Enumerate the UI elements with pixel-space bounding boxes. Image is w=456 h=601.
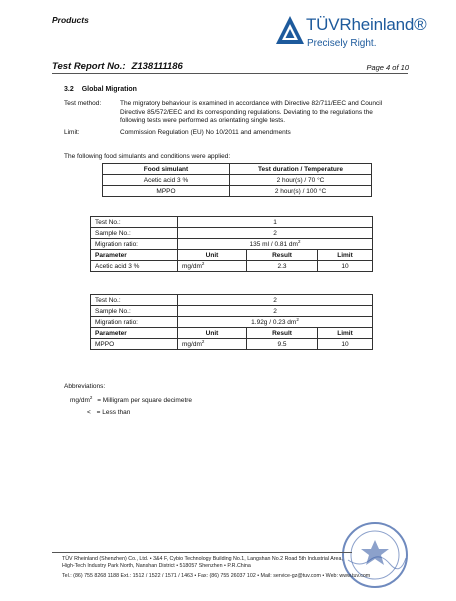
table-cell: $mg/dm^2$ [178,339,247,350]
report-number-line [52,61,183,72]
abbreviation-item: < = Less than [87,409,131,416]
test-method-text: The migratory behaviour is examined in accordance with Directive 82/711/EEC and Council Directive 85/572/EEC and its corresponding regulations. Deviating to the regulations the following tests were performed as orientating single tests. [120,100,383,124]
table-row [103,186,372,197]
sample-no-label: Sample No.: [91,306,178,317]
test-no-value: 1 [178,217,373,228]
table-header: Limit [318,250,373,261]
section-number: 3.2 [64,86,74,93]
table-cell: 10 [318,339,373,350]
migration-ratio-label: Migration ratio: [91,239,178,250]
table-cell: 9.5 [247,339,318,350]
header-products: Products [52,15,89,25]
table-row [91,306,373,317]
migration-ratio-value: 135 ml / 0.81 $dm^2$ [178,239,373,250]
limit-label: Limit: [64,129,80,136]
tuv-logo [276,12,426,60]
results-table-1 [90,216,373,272]
sample-no-value: 2 [178,306,373,317]
table-header: Parameter [91,250,178,261]
table-cell: 2 hour(s) / 100 °C [230,186,372,197]
table-cell: Acetic acid 3 % [103,175,230,186]
table-cell: Acetic acid 3 % [91,261,178,272]
table-cell: MPPO [91,339,178,350]
footer-rule [52,552,352,553]
table-row [91,339,373,350]
limit-text: Commission Regulation (EU) No 10/2011 and amendments [120,129,291,136]
table-row [91,217,373,228]
test-method-label: Test method: [64,100,102,107]
footer-address-2: High-Tech Industry Park North, Nanshan District • 518057 Shenzhen • P.R.China [62,563,251,569]
results-table-2 [90,294,373,350]
table-header: Food simulant [103,164,230,175]
sample-no-label: Sample No.: [91,228,178,239]
table-row [91,317,373,328]
table-header: Result [247,328,318,339]
table-cell: $mg/dm^2$ [178,261,247,272]
abbreviations-title: Abbreviations: [64,383,106,390]
table-cell: 10 [318,261,373,272]
test-no-value: 2 [178,295,373,306]
conditions-intro: The following food simulants and conditions were applied: [64,153,231,160]
table-row [103,175,372,186]
report-label: Test Report No.: [52,61,126,72]
table-header-row [91,250,373,261]
table-header: Parameter [91,328,178,339]
table-row [91,239,373,250]
table-header: Test duration / Temperature [230,164,372,175]
logo-name: TÜVRheinland® [306,15,427,34]
migration-ratio-label: Migration ratio: [91,317,178,328]
table-header: Result [247,250,318,261]
header-rule [52,73,408,74]
table-row [91,228,373,239]
sample-no-value: 2 [178,228,373,239]
table-header-row [91,328,373,339]
tuv-triangle-icon [276,15,306,47]
footer-contact: Tel.: (86) 755 8268 1188 Ext.: 1512 / 1522 / 1571 / 1463 • Fax: (86) 755 26037 102 • Mail: service-gz@tuv.com • Web: www.tuv.com [62,573,371,579]
table-header: Unit [178,250,247,261]
table-cell: 2.3 [247,261,318,272]
migration-ratio-value: 1.92g / 0.23 $dm^2$ [178,317,373,328]
test-no-label: Test No.: [91,295,178,306]
table-cell: 2 hour(s) / 70 °C [230,175,372,186]
table-header-row [103,164,372,175]
report-number: Z138111186 [131,61,183,72]
table-cell: MPPO [103,186,230,197]
logo-tagline: Precisely Right. [307,38,377,49]
abbreviation-item: $mg/dm^2$ = Milligram per square decimetre [70,394,193,404]
section-heading: Global Migration [81,86,137,93]
section-title [64,86,145,93]
table-header: Unit [178,328,247,339]
table-row [91,261,373,272]
table-row [91,295,373,306]
footer-address-1: TÜV Rheinland (Shenzhen) Co., Ltd. • 3&4 F, Cybio Technology Building No.1, Langshan No.2 Road 5th Industrial Area, [62,556,343,562]
page-number: Page 4 of 10 [366,63,409,72]
table-header: Limit [318,328,373,339]
test-no-label: Test No.: [91,217,178,228]
conditions-table [102,163,372,197]
